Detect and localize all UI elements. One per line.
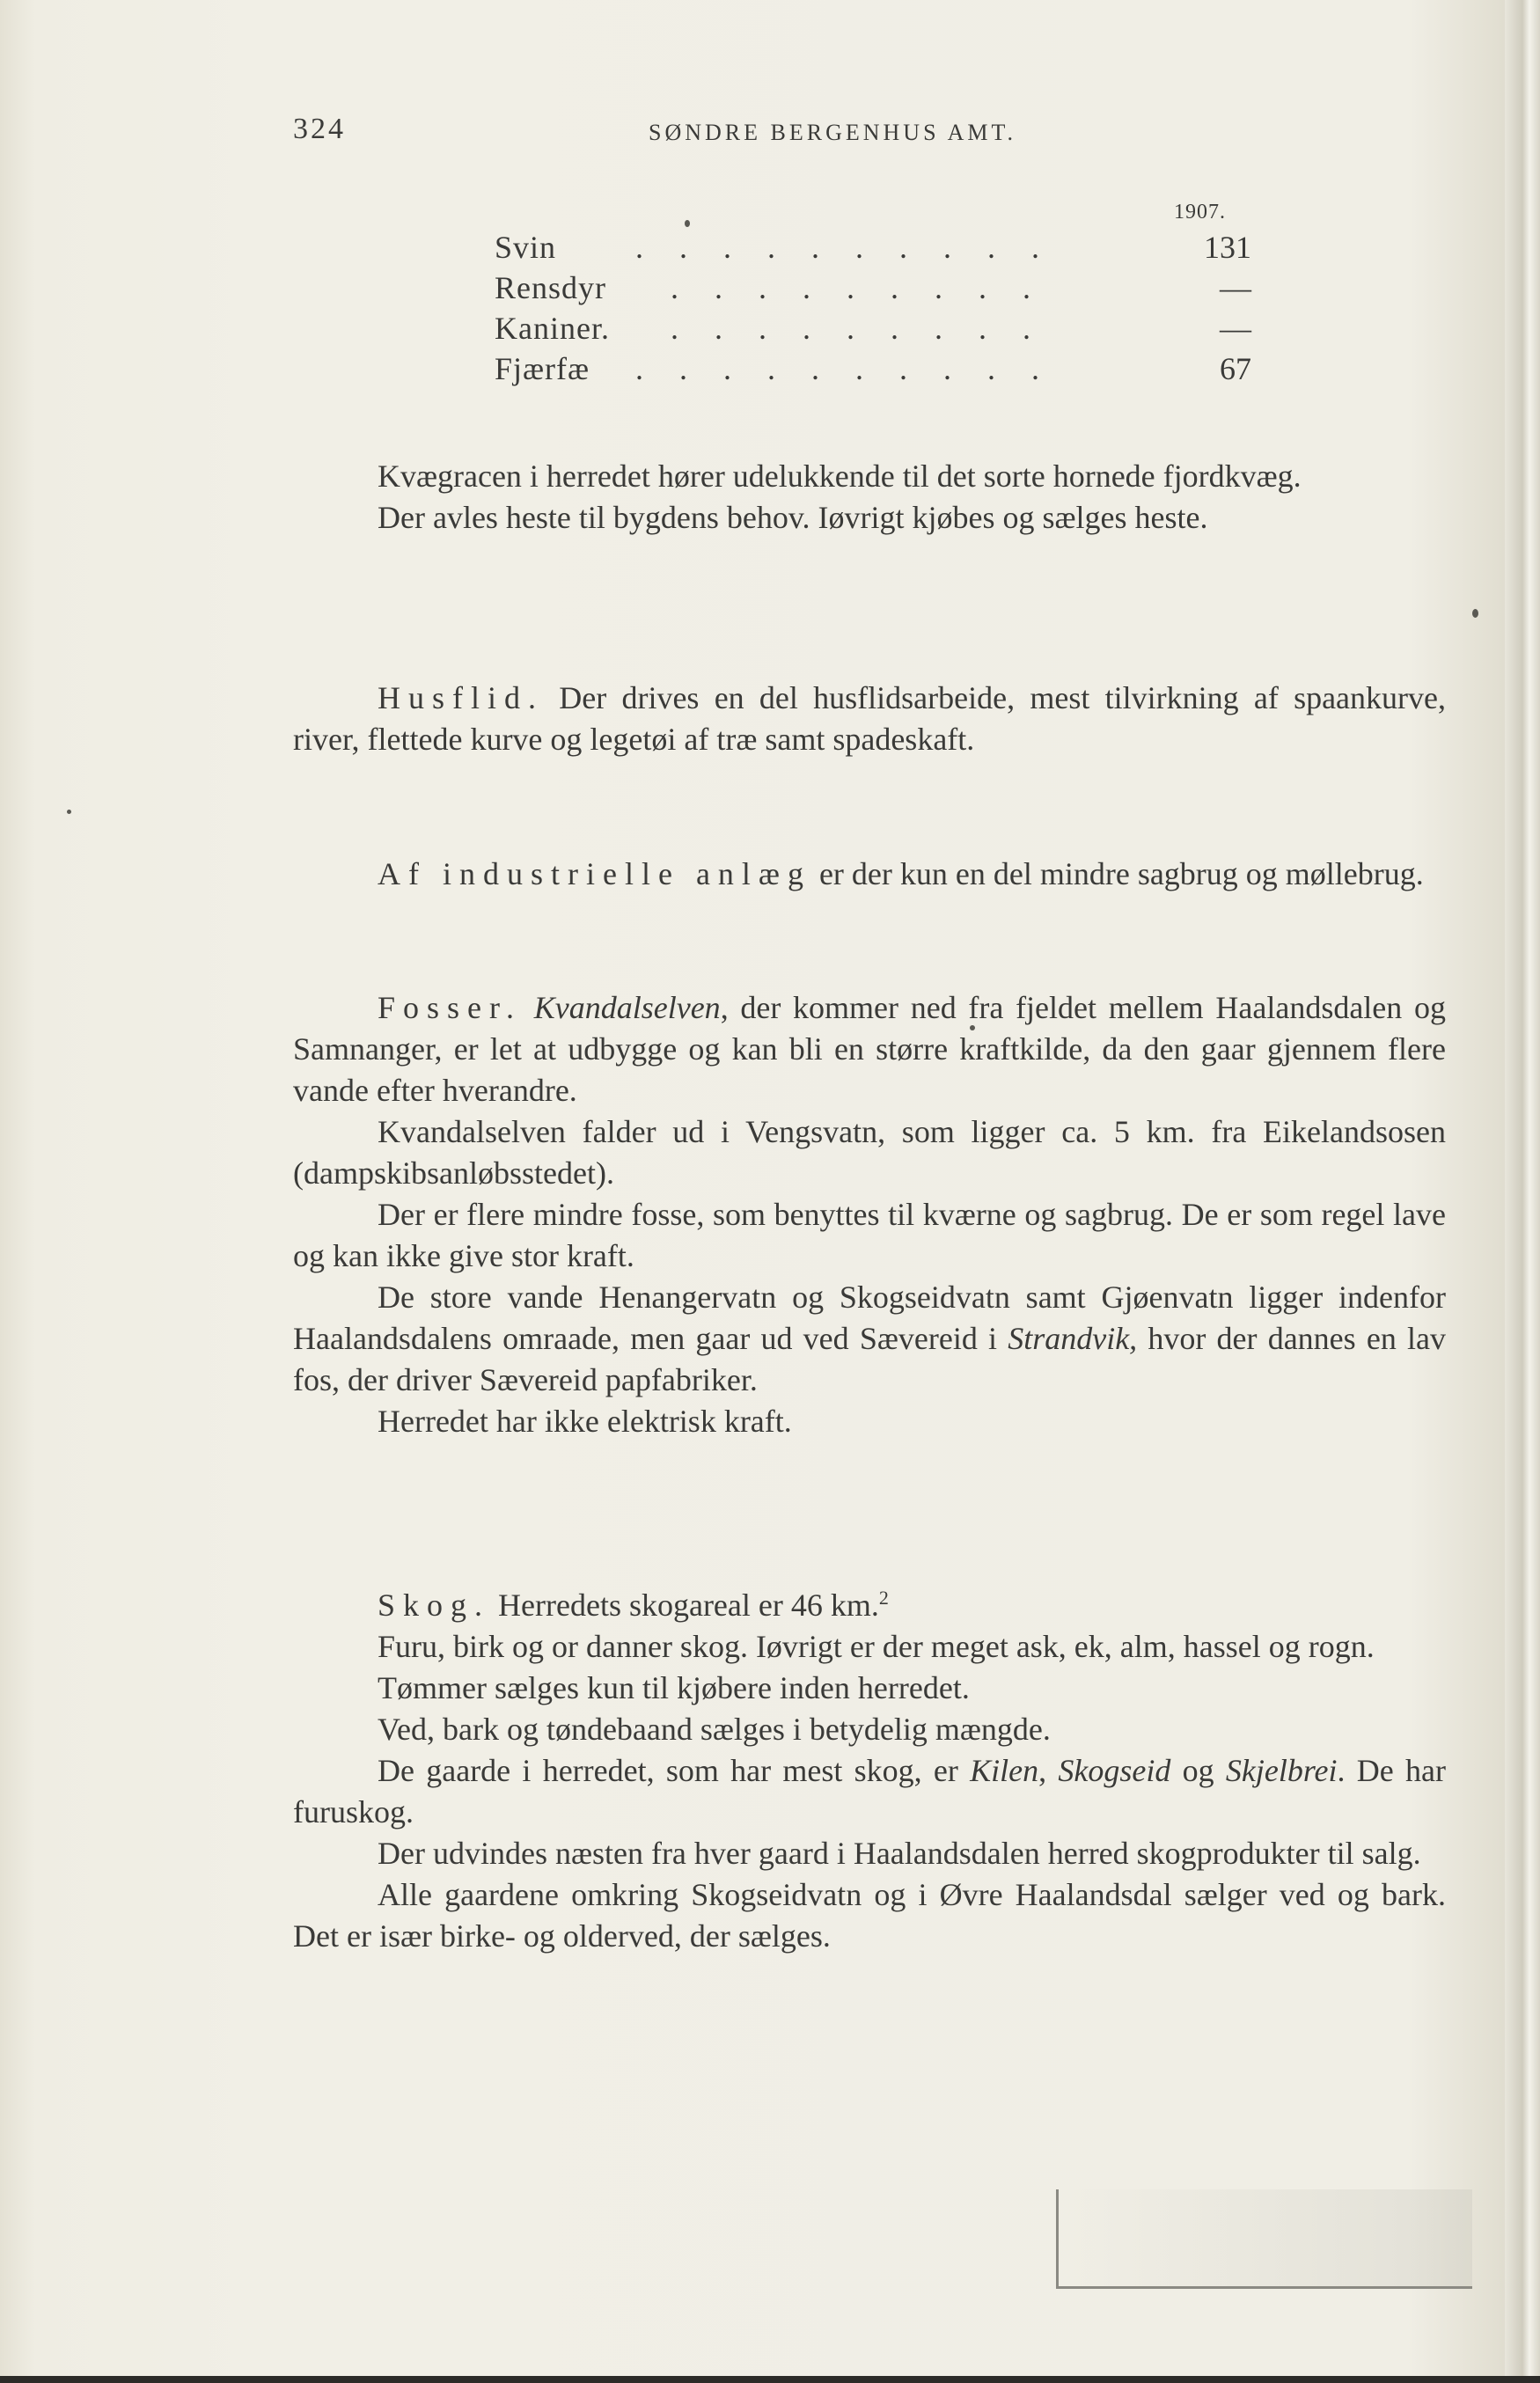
paragraph	[293, 678, 1446, 760]
row-label: Fjærfæ	[495, 351, 590, 386]
section-heading: Skog.	[378, 1587, 491, 1623]
paragraph: Tømmer sælges kun til kjøbere inden herredet.	[378, 1670, 970, 1705]
section-heading: Af industrielle anlæg	[378, 856, 811, 891]
section-kvaeg	[293, 456, 1446, 539]
page-header	[293, 113, 1103, 148]
page-number: 324	[293, 113, 346, 145]
leader-dots: . . . . . . . . .	[671, 270, 1045, 305]
section-heading: Husflid.	[378, 680, 544, 715]
superscript: 2	[878, 1587, 889, 1609]
ink-speck	[1472, 609, 1478, 618]
leader-dots: . . . . . . . . . .	[635, 230, 1053, 265]
paragraph: Furu, birk og or danner skog. Iøvrigt er der meget ask, ek, alm, hassel og rogn.	[378, 1629, 1375, 1664]
place-name: Strandvik,	[1008, 1321, 1138, 1356]
table-row	[495, 269, 1251, 310]
farm-name: Kilen	[970, 1753, 1039, 1788]
section-skog	[293, 1577, 1446, 1957]
section-heading: Fosser.	[378, 990, 523, 1025]
paragraph-text: og	[1170, 1753, 1226, 1788]
paragraph-text: Der drives en del husflidsarbeide, mest tilvirkning af spaankurve, river, flettede kurve og legetøi af træ samt spadeskaft.	[293, 680, 1446, 757]
paragraph: Kvandalselven falder ud i Vengsvatn, som ligger ca. 5 km. fra Eikelandsosen (dampskibsanløbsstedet).	[293, 1114, 1446, 1191]
leader-dots: . . . . . . . . . .	[635, 351, 1053, 386]
farm-name: Skogseid	[1058, 1753, 1171, 1788]
paragraph: Herredet har ikke elektrisk kraft.	[378, 1404, 792, 1439]
scan-frame-mark	[1056, 2189, 1472, 2289]
row-label: Svin	[495, 230, 557, 265]
table-row	[495, 310, 1251, 350]
row-label: Rensdyr	[495, 270, 606, 305]
section-husflid	[293, 678, 1446, 760]
paragraph: Der er flere mindre fosse, som benyttes til kværne og sagbrug. De er som regel lave og kan ikke give stor kraft.	[293, 1197, 1446, 1273]
paragraph-text: ,	[1038, 1753, 1059, 1788]
page-edge-right	[1505, 0, 1540, 2383]
row-value: —	[1220, 311, 1251, 346]
leader-dots: . . . . . . . . .	[671, 311, 1045, 346]
section-industri	[293, 854, 1446, 895]
paragraph-text: De store vande Henangervatn og Skogseidvatn samt Gjøenvatn ligger indenfor Haalandsdalens omraade, men gaar ud ved Sævereid i	[293, 1279, 1446, 1356]
ink-speck	[685, 220, 690, 227]
running-title: SØNDRE BERGENHUS AMT.	[649, 120, 1016, 145]
paragraph: Kvægracen i herredet hører udelukkende til det sorte hornede fjordkvæg.	[378, 458, 1302, 494]
paragraph-text: , der kommer ned fra fjeldet mellem Haalandsdalen og Samnanger, er let at udbygge og kan bli en større kraftkilde, da den gaar gjennem flere vande efter hverandre.	[293, 990, 1446, 1108]
paragraph	[293, 987, 1446, 1111]
paragraph	[293, 854, 1446, 895]
row-value: 131	[1204, 230, 1251, 265]
row-label: Kaniner.	[495, 311, 610, 346]
paragraph	[293, 1750, 1446, 1833]
paragraph-text: Herredets skogareal er 46 km.	[490, 1587, 879, 1623]
section-fosser	[293, 987, 1446, 1442]
paragraph-text: er der kun en del mindre sagbrug og møllebrug.	[810, 856, 1424, 891]
paragraph: Der udvindes næsten fra hver gaard i Haalandsdalen herred skogprodukter til salg.	[378, 1836, 1421, 1871]
year-column-header: 1907.	[1174, 201, 1226, 224]
paragraph: Alle gaardene omkring Skogseidvatn og i Øvre Haalandsdal sælger ved og bark. Det er især birke- og olderved, der sælges.	[293, 1877, 1446, 1954]
paragraph	[293, 1577, 1446, 1626]
paragraph: Der avles heste til bygdens behov. Iøvrigt kjøbes og sælges heste.	[378, 500, 1208, 535]
ink-speck	[67, 810, 71, 814]
row-value: 67	[1220, 351, 1251, 386]
ink-speck	[970, 1025, 975, 1030]
table-row	[495, 229, 1251, 269]
farm-name: Skjelbrei	[1225, 1753, 1338, 1788]
row-value: —	[1220, 270, 1251, 305]
page-edge-bottom	[0, 2376, 1540, 2383]
paragraph-text: hvor der dannes en lav fos, der driver Sævereid papfabriker.	[293, 1321, 1446, 1397]
paragraph	[293, 1277, 1446, 1401]
table-row	[495, 350, 1251, 391]
river-name: Kvandalselven	[533, 990, 721, 1025]
paragraph: Ved, bark og tøndebaand sælges i betydelig mængde.	[378, 1712, 1051, 1747]
paragraph-text: De gaarde i herredet, som har mest skog, er	[378, 1753, 971, 1788]
paragraph-text: . De har furuskog.	[293, 1753, 1447, 1829]
